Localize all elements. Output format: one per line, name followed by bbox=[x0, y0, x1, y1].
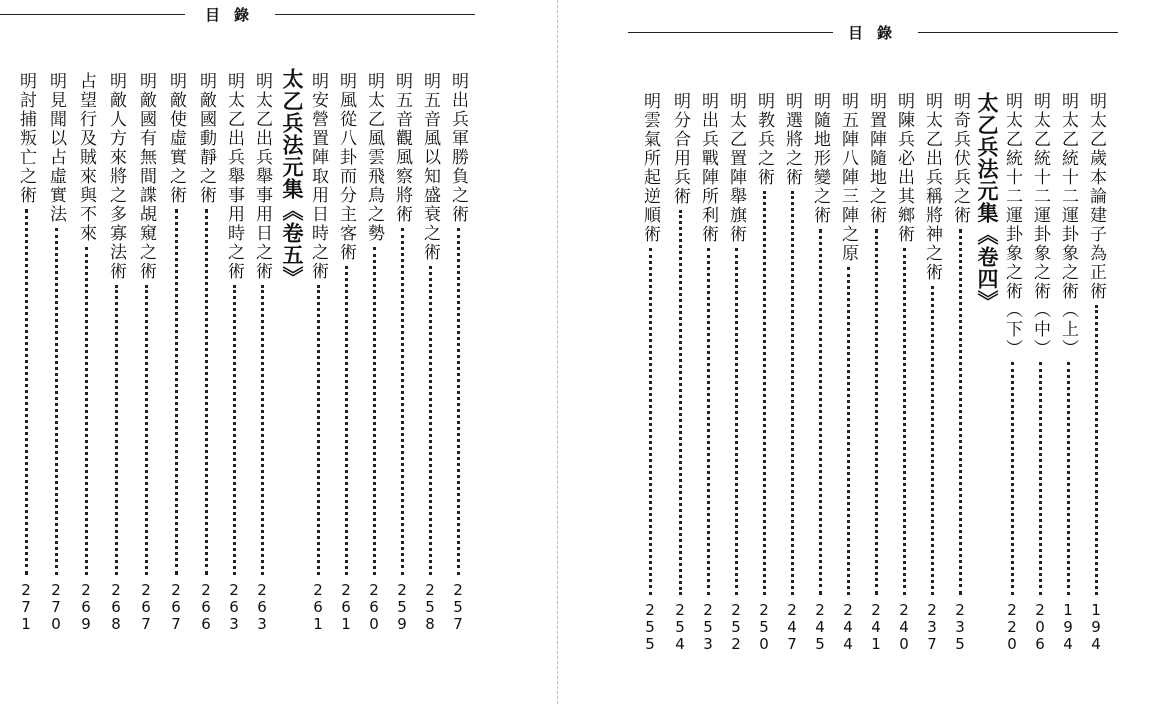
toc-entry[interactable] bbox=[724, 92, 748, 652]
dot-leader bbox=[931, 286, 934, 595]
dot-leader bbox=[205, 209, 208, 575]
toc-entry-page: 263 bbox=[225, 581, 243, 632]
dot-leader bbox=[345, 266, 348, 575]
toc-entry-title: 明討捕叛亡之術 bbox=[16, 72, 36, 205]
toc-entry[interactable] bbox=[1028, 92, 1052, 652]
toc-entry[interactable] bbox=[306, 72, 330, 632]
toc-entry-title: 明教兵之術 bbox=[754, 92, 774, 187]
toc-entry[interactable] bbox=[780, 92, 804, 652]
toc-entry-page: 235 bbox=[951, 601, 969, 652]
toc-entry-page: 267 bbox=[167, 581, 185, 632]
toc-entry[interactable] bbox=[864, 92, 888, 652]
toc-entry[interactable] bbox=[194, 72, 218, 632]
toc-entry[interactable] bbox=[362, 72, 386, 632]
volume-heading: 太乙兵法元集《卷五》 bbox=[280, 68, 305, 288]
toc-entry[interactable] bbox=[1000, 92, 1024, 652]
toc-entry[interactable] bbox=[418, 72, 442, 632]
toc-entry-title: 明五陣八陣三陣之原 bbox=[838, 92, 858, 263]
toc-entry-page: 206 bbox=[1031, 601, 1049, 652]
dot-leader bbox=[175, 209, 178, 575]
toc-entry[interactable] bbox=[250, 72, 274, 632]
toc-entry[interactable] bbox=[836, 92, 860, 652]
toc-entry-page: 237 bbox=[923, 601, 941, 652]
toc-entry[interactable] bbox=[1056, 92, 1080, 652]
toc-entry-title: 明雲氣所起逆順術 bbox=[640, 92, 660, 244]
toc-entry[interactable] bbox=[222, 72, 246, 632]
toc-entry-title: 明太乙出兵舉事用日之術 bbox=[252, 72, 272, 281]
toc-entry-page: 254 bbox=[671, 601, 689, 652]
toc-entry-page: 240 bbox=[895, 601, 913, 652]
toc-entry-page: 259 bbox=[393, 581, 411, 632]
dot-leader bbox=[429, 266, 432, 575]
dot-leader bbox=[1095, 305, 1098, 595]
toc-entry[interactable] bbox=[164, 72, 188, 632]
dot-leader bbox=[145, 285, 148, 575]
dot-leader bbox=[457, 228, 460, 575]
toc-entry-title: 明隨地形變之術 bbox=[810, 92, 830, 225]
dot-leader bbox=[85, 247, 88, 575]
toc-entry-title: 明敵使虛實之術 bbox=[166, 72, 186, 205]
toc-entry-page: 241 bbox=[867, 601, 885, 652]
toc-entry-page: 258 bbox=[421, 581, 439, 632]
toc-entry[interactable] bbox=[1084, 92, 1108, 652]
dot-leader bbox=[1067, 362, 1070, 595]
toc-entry-title: 明安營置陣取用日時之術 bbox=[308, 72, 328, 281]
toc-entry-page: 269 bbox=[77, 581, 95, 632]
toc-entry[interactable] bbox=[44, 72, 68, 632]
toc-entry[interactable] bbox=[638, 92, 662, 652]
toc-entry[interactable] bbox=[920, 92, 944, 652]
left-page bbox=[0, 0, 560, 704]
toc-entry-title: 明選將之術 bbox=[782, 92, 802, 187]
toc-entry-page: 247 bbox=[783, 601, 801, 652]
dot-leader bbox=[847, 267, 850, 595]
toc-entry-page: 261 bbox=[337, 581, 355, 632]
toc-entry-title: 明奇兵伏兵之術 bbox=[950, 92, 970, 225]
dot-leader bbox=[25, 209, 28, 575]
dot-leader bbox=[373, 247, 376, 575]
toc-entry[interactable] bbox=[668, 92, 692, 652]
toc-entry-page: 220 bbox=[1003, 601, 1021, 652]
dot-leader bbox=[115, 285, 118, 575]
dot-leader bbox=[401, 228, 404, 575]
toc-entry-title: 明置陣隨地之術 bbox=[866, 92, 886, 225]
toc-entry-page: 245 bbox=[811, 601, 829, 652]
toc-entry-title: 明太乙統十二運卦象之術（上） bbox=[1058, 92, 1078, 358]
dot-leader bbox=[233, 285, 236, 575]
dot-leader bbox=[649, 248, 652, 595]
toc-entry-page: 266 bbox=[197, 581, 215, 632]
toc-entry-page: 270 bbox=[47, 581, 65, 632]
right-page bbox=[580, 0, 1164, 704]
volume-heading: 太乙兵法元集《卷四》 bbox=[975, 92, 1000, 312]
dot-leader bbox=[317, 285, 320, 575]
toc-entry[interactable] bbox=[390, 72, 414, 632]
toc-entry-page: 257 bbox=[449, 581, 467, 632]
toc-entry-page: 261 bbox=[309, 581, 327, 632]
dot-leader bbox=[735, 248, 738, 595]
toc-entry[interactable] bbox=[696, 92, 720, 652]
toc-entry-title: 明五音觀風察將術 bbox=[392, 72, 412, 224]
header-rule-left bbox=[628, 32, 833, 33]
toc-entry-title: 明太乙統十二運卦象之術（中） bbox=[1030, 92, 1050, 358]
dot-leader bbox=[791, 191, 794, 595]
toc-entry[interactable] bbox=[808, 92, 832, 652]
dot-leader bbox=[707, 248, 710, 595]
dot-leader bbox=[679, 210, 682, 595]
toc-entry[interactable] bbox=[14, 72, 38, 632]
toc-entry-page: 255 bbox=[641, 601, 659, 652]
toc-entry[interactable] bbox=[446, 72, 470, 632]
dot-leader bbox=[55, 228, 58, 575]
page-header: 目錄 bbox=[848, 24, 907, 42]
toc-entry-title: 明風從八卦而分主客術 bbox=[336, 72, 356, 262]
toc-entry[interactable] bbox=[334, 72, 358, 632]
toc-entry-title: 明太乙出兵舉事用時之術 bbox=[224, 72, 244, 281]
toc-entry[interactable] bbox=[752, 92, 776, 652]
toc-entry-page: 252 bbox=[727, 601, 745, 652]
dot-leader bbox=[1039, 362, 1042, 595]
toc-entry-page: 268 bbox=[107, 581, 125, 632]
toc-entry-page: 260 bbox=[365, 581, 383, 632]
dot-leader bbox=[1011, 362, 1014, 595]
toc-entry-title: 明出兵戰陣所利術 bbox=[698, 92, 718, 244]
toc-entry-page: 263 bbox=[253, 581, 271, 632]
toc-entry-title: 明太乙風雲飛鳥之勢 bbox=[364, 72, 384, 243]
toc-entry-page: 194 bbox=[1059, 601, 1077, 652]
toc-entry-title: 明出兵軍勝負之術 bbox=[448, 72, 468, 224]
dot-leader bbox=[763, 191, 766, 595]
toc-entry-title: 明見聞以占虛實法 bbox=[46, 72, 66, 224]
toc-entry-page: 194 bbox=[1087, 601, 1105, 652]
toc-entry-page: 267 bbox=[137, 581, 155, 632]
toc-entry-title: 明太乙統十二運卦象之術（下） bbox=[1002, 92, 1022, 358]
toc-entry-page: 253 bbox=[699, 601, 717, 652]
toc-entry-page: 271 bbox=[17, 581, 35, 632]
toc-entry-title: 明敵國有無間諜覘窺之術 bbox=[136, 72, 156, 281]
toc-entry[interactable] bbox=[74, 72, 98, 632]
toc-entry[interactable] bbox=[892, 92, 916, 652]
toc-entry-title: 明太乙置陣舉旗術 bbox=[726, 92, 746, 244]
toc-entry[interactable] bbox=[104, 72, 128, 632]
toc-entry-title: 明太乙出兵稱將神之術 bbox=[922, 92, 942, 282]
toc-entry-title: 明敵國動靜之術 bbox=[196, 72, 216, 205]
header-rule-left bbox=[0, 14, 185, 15]
toc-entry-title: 明太乙歲本論建子為正術 bbox=[1086, 92, 1106, 301]
toc-entry[interactable] bbox=[948, 92, 972, 652]
toc-entry-title: 明敵人方來將之多寡法術 bbox=[106, 72, 126, 281]
toc-entry-title: 明陳兵必出其鄉術 bbox=[894, 92, 914, 244]
toc-entry-title: 明五音風以知盛衰之術 bbox=[420, 72, 440, 262]
dot-leader bbox=[261, 285, 264, 575]
toc-entry-page: 250 bbox=[755, 601, 773, 652]
dot-leader bbox=[875, 229, 878, 595]
toc-entry-title: 占望行及賊來與不來 bbox=[76, 72, 96, 243]
dot-leader bbox=[819, 229, 822, 595]
toc-entry[interactable] bbox=[134, 72, 158, 632]
dot-leader bbox=[959, 229, 962, 595]
page-header: 目錄 bbox=[205, 6, 264, 24]
toc-entry-title: 明分合用兵術 bbox=[670, 92, 690, 206]
dot-leader bbox=[903, 248, 906, 595]
header-rule-right bbox=[918, 32, 1118, 33]
header-rule-right bbox=[275, 14, 475, 15]
toc-entry-page: 244 bbox=[839, 601, 857, 652]
